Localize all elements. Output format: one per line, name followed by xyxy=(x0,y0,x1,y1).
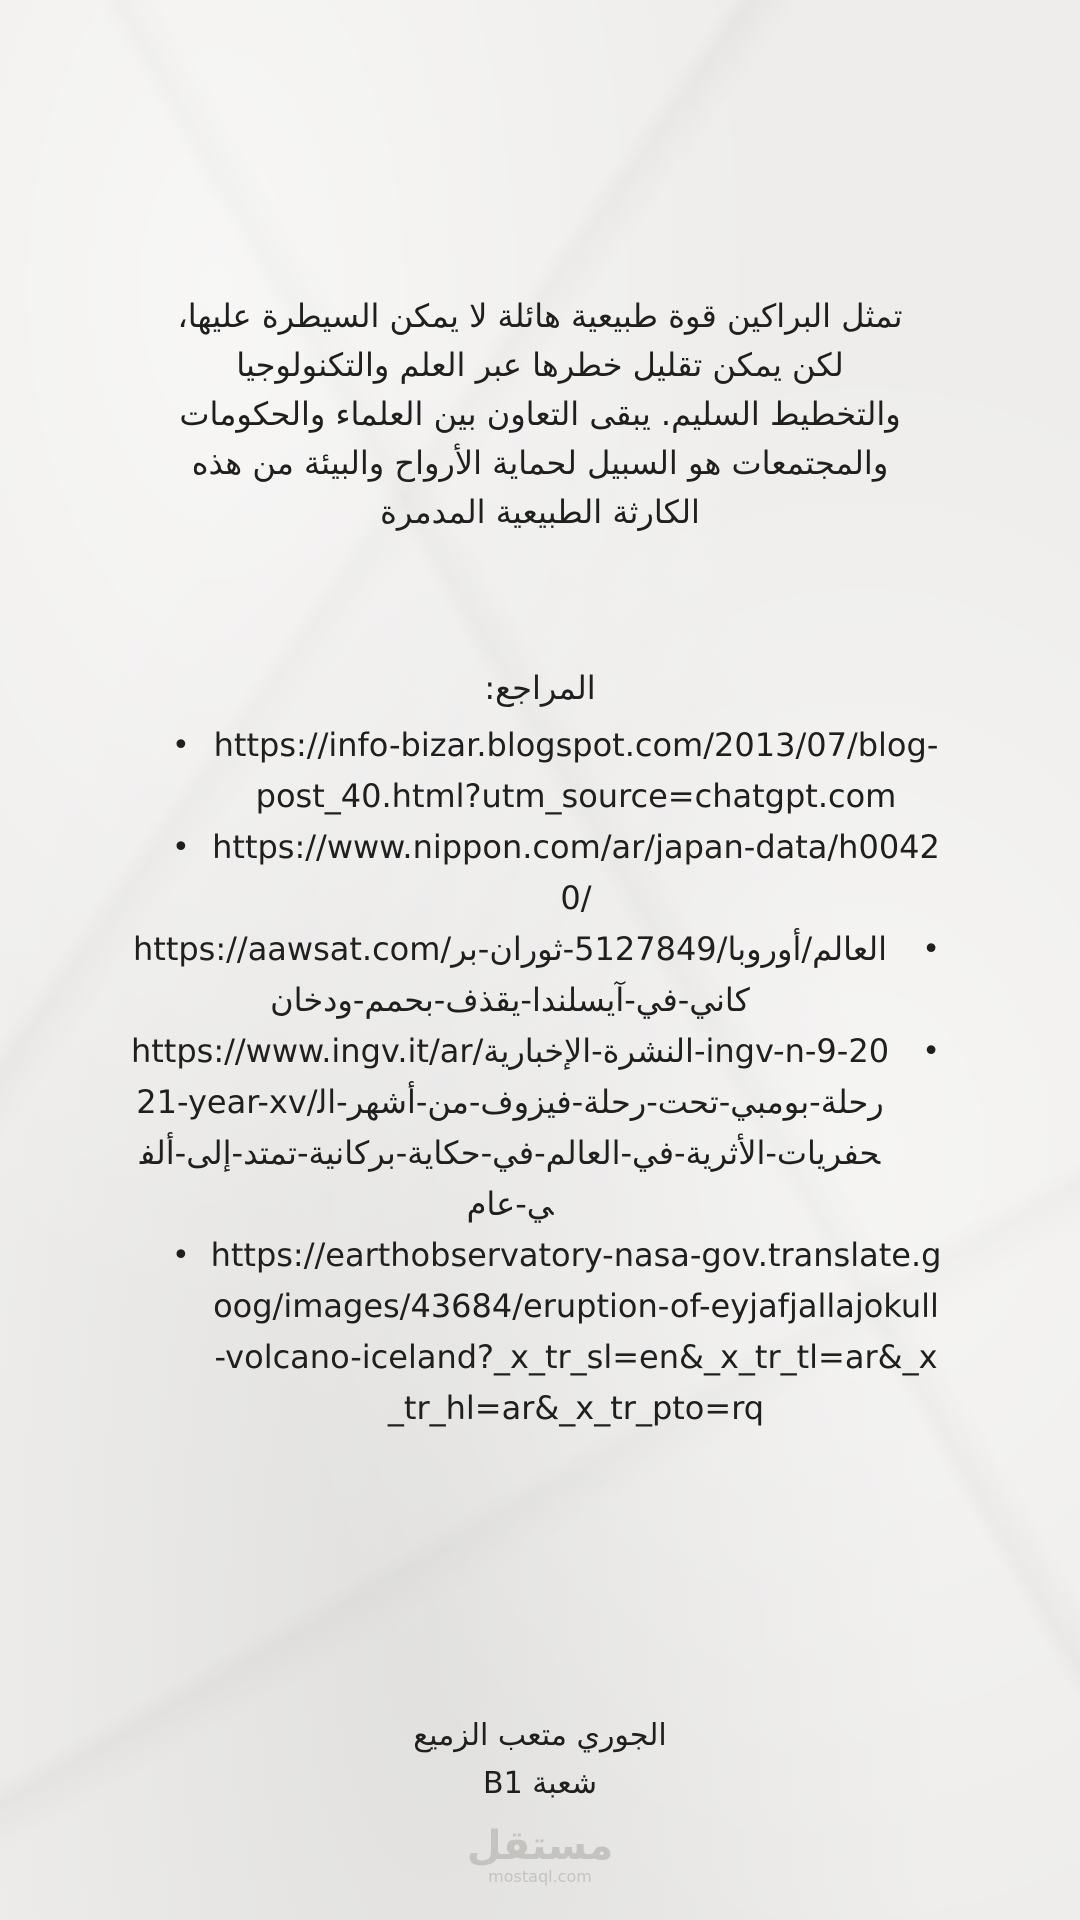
watermark-brand: مستقل xyxy=(466,1823,614,1869)
references-title: المراجع: xyxy=(484,669,596,707)
intro-line: والمجتمعات هو السبيل لحماية الأرواح والبيئة من هذه xyxy=(191,444,889,482)
reference-item xyxy=(130,1026,950,1230)
bullet-icon: • xyxy=(172,1238,190,1273)
reference-link[interactable]: https://info-bizar.blogspot.com/2013/07/blog-post_40.html?utm_source=chatgpt.com xyxy=(213,726,939,815)
mostaql-watermark xyxy=(440,1824,640,1886)
intro-line: والتخطيط السليم. يبقى التعاون بين العلماء والحكومات xyxy=(179,395,901,433)
reference-link[interactable]: https://www.nippon.com/ar/japan-data/h00420/ xyxy=(212,828,940,917)
bullet-icon: • xyxy=(172,728,190,763)
references-list xyxy=(130,720,950,1434)
intro-line: تمثل البراكين قوة طبيعية هائلة لا يمكن السيطرة عليها، xyxy=(177,297,903,335)
bullet-icon: • xyxy=(922,932,940,967)
reference-link[interactable]: https://earthobservatory-nasa-gov.translate.goog/images/43684/eruption-of-eyjafjallajokull-volcano-iceland?_x_tr_sl=en&_x_tr_tl=ar&_x_tr_hl=ar&_x_tr_pto=rq xyxy=(210,1236,942,1427)
bullet-icon: • xyxy=(172,830,190,865)
author-block xyxy=(300,1712,780,1808)
reference-item xyxy=(130,924,950,1026)
reference-item xyxy=(150,1230,950,1434)
reference-item xyxy=(150,822,950,924)
reference-link[interactable]: https://www.ingv.it/ar/النشرة-الإخبارية-ingv-n-9-2021-year-xv/رحلة-بومبي-تحت-رحلة-فيزوف-من-أشهر-الحفريات-الأثرية-في-العالم-في-حكاية-بركانية-تمتد-إلى-ألفي-عام xyxy=(130,1032,890,1223)
author-section: شعبة B1 xyxy=(483,1766,597,1801)
watermark-domain: mostaql.com xyxy=(488,1867,592,1886)
reference-item xyxy=(150,720,950,822)
intro-paragraph xyxy=(130,292,950,537)
intro-line: الكارثة الطبيعية المدمرة xyxy=(380,493,700,531)
author-name: الجوري متعب الزميع xyxy=(413,1718,667,1753)
bullet-icon: • xyxy=(922,1034,940,1069)
reference-link[interactable]: https://aawsat.com/العالم/أوروبا/5127849-ثوران-بركاني-في-آيسلندا-يقذف-بحمم-ودخان xyxy=(132,930,887,1019)
intro-line: لكن يمكن تقليل خطرها عبر العلم والتكنولوجيا xyxy=(236,346,844,384)
